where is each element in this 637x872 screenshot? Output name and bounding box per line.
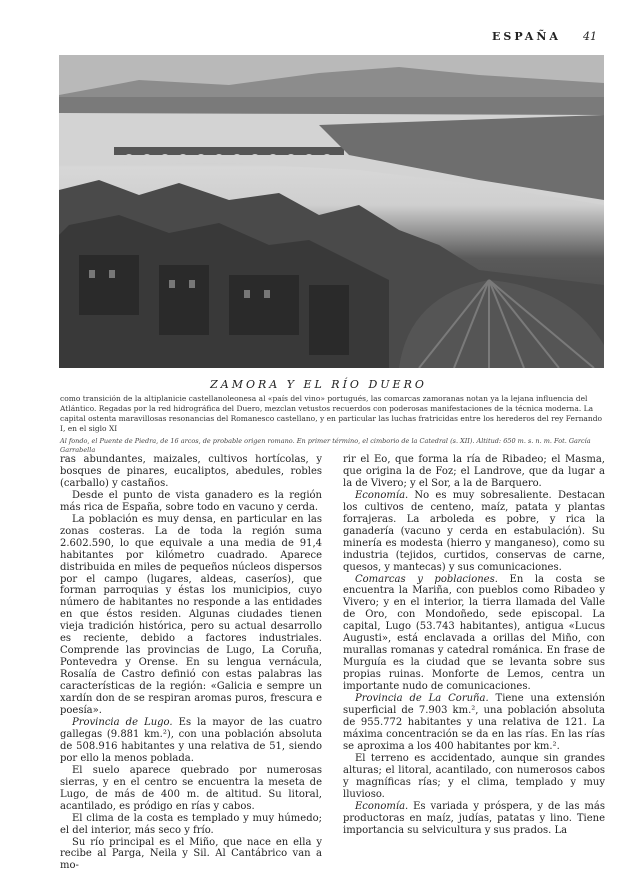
- paragraph: Economía. No es muy sobresaliente. Destacan los cultivos de centeno, maíz, patata y plantas forrajeras. La arboleda es pobre, y rica la ganadería (vacuno y cerda en estabulación). Su minería es modesta (hierro y manganeso), como su industria (tejidos, curtidos, conservas de carne, quesos, y mantecas) y sus comunicaciones.: [343, 490, 605, 574]
- paragraph: Comarcas y poblaciones. En la costa se encuentra la Mariña, con pueblos como Ribadeo y Vivero; y en el interior, la tierra llamada del Valle de Oro, con Mondoñedo, sede episcopal. La capital, Lugo (53.743 habitantes), antigua «Lucus Augusti», está enclavada a orillas del Miño, con murallas romanas y catedral románica. En frase de Murguía es la ciudad que se levanta sobre sus propias ruinas. Monforte de Lemos, centra un importante nudo de comunicaciones.: [343, 574, 605, 694]
- page-header: [0, 30, 637, 50]
- photograph-zamora: [59, 55, 604, 368]
- paragraph: Su río principal es el Miño, que nace en ella y recibe al Parga, Neila y Sil. Al Cantábrico van a mo-: [60, 837, 322, 872]
- paragraph: Provincia de La Coruña. Tiene una extensión superficial de 7.903 km.², una población absoluta de 955.772 habitantes y una relativa de 121. La máxima concentración se da en las rías. En las rías se aproxima a los 400 habitantes por km.².: [343, 693, 605, 753]
- photo-caption-text: como transición de la altiplanicie castellanoleonesa al «país del vino» portugués, las comarcas zamoranas notan ya la lejana influencia del Atlántico. Regadas por la red hidrográfica del Duero, mezclan vetustos recuerdos con poderosas manifestaciones de la técnica moderna. La capital ostenta maravillosas resonancias del Romanesco castellano, y en particular las luchas fratricidas entre los herederos del rey Fernando I, en el siglo XI: [60, 394, 605, 434]
- photo-caption-title: ZAMORA Y EL RÍO DUERO: [0, 378, 637, 391]
- paragraph: La población es muy densa, en particular en las zonas costeras. La de toda la región suma 2.602.590, lo que equivale a una media de 91,4 habitantes por kilómetro cuadrado. Aparece distribuida en miles de pequeños núcleos dispersos por el campo (lugares, aldeas, caseríos), que forman parroquias y éstas los municipios, cuyo número de habitantes no responde a las entidades en que éstos residen. Algunas ciudades tienen vieja tradición histórica, pero su actual desarrollo es reciente, debido a factores industriales. Comprende las provincias de Lugo, La Coruña, Pontevedra y Orense. En su lengua vernácula, Rosalía de Castro definió con estas palabras las características de la región: «Galicia e sempre un xardín don de se respiran aromas puros, frescura e poesía».: [60, 514, 322, 717]
- photo-illustration: [59, 55, 604, 368]
- left-column: [60, 454, 322, 872]
- paragraph: Economía. Es variada y próspera, y de las más productoras en maíz, judías, patatas y lino. Tiene importancia su selvicultura y sus prados. La: [343, 801, 605, 837]
- paragraph: El clima de la costa es templado y muy húmedo; el del interior, más seco y frío.: [60, 813, 322, 837]
- paragraph: El terreno es accidentado, aunque sin grandes alturas; el litoral, acantilado, con numerosos cabos y magníficas rías; y el clima, templado y muy lluvioso.: [343, 753, 605, 801]
- running-title: ESPAÑA: [492, 30, 561, 43]
- paragraph: Provincia de Lugo. Es la mayor de las cuatro gallegas (9.881 km.²), con una población absoluta de 508.916 habitantes y una relativa de 51, siendo por ello la menos poblada.: [60, 717, 322, 765]
- paragraph: rir el Eo, que forma la ría de Ribadeo; el Masma, que origina la de Foz; el Landrove, que da lugar a la de Vivero; y el Sor, a la de Barquero.: [343, 454, 605, 490]
- page-number: 41: [583, 30, 597, 43]
- paragraph: El suelo aparece quebrado por numerosas sierras, y en el centro se encuentra la meseta de Lugo, de más de 400 m. de altitud. Su litoral, acantilado, es pródigo en rías y cabos.: [60, 765, 322, 813]
- paragraph: ras abundantes, maizales, cultivos hortícolas, y bosques de pinares, eucaliptos, abedules, robles (carballo) y castaños.: [60, 454, 322, 490]
- photo-credit: Al fondo, el Puente de Piedra, de 16 arcos, de probable origen romano. En primer término, el cimborio de la Catedral (s. XII). Altitud: 650 m. s. n. m. Fot. García Garrabella: [60, 437, 605, 455]
- right-column: [343, 454, 605, 837]
- paragraph: Desde el punto de vista ganadero es la región más rica de España, sobre todo en vacuno y cerda.: [60, 490, 322, 514]
